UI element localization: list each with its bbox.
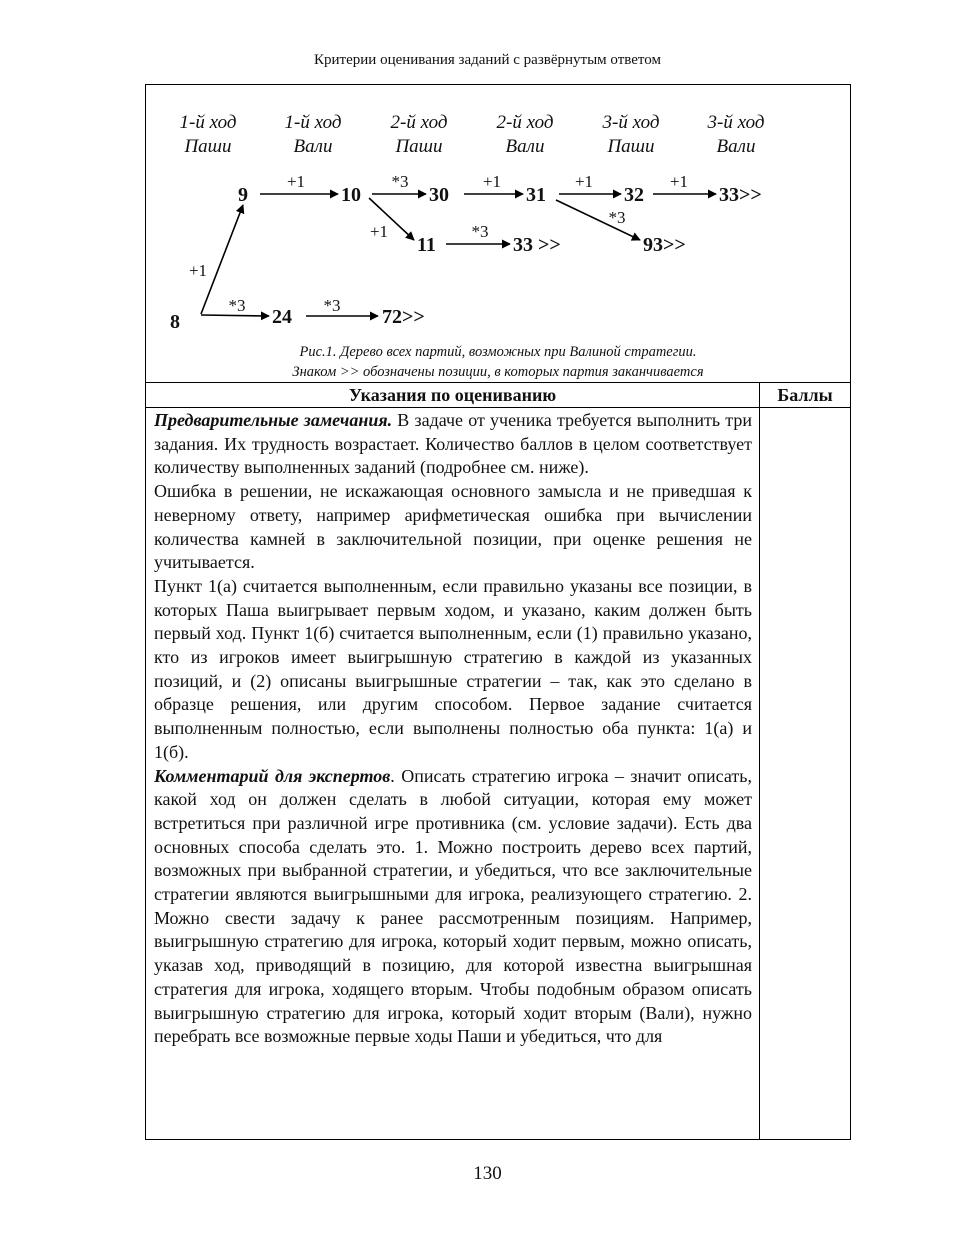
move-header-4-line2: Вали [505, 136, 545, 157]
paragraph-items: Пункт 1(а) считается выполненным, если правильно указаны все позиции, в которых Паша выигрывает первым ходом, и указано, каким должен быть первый ход. Пункт 1(б) считается выполненным, если (1) правильно указано, кто из игроков имеет выигрышную стратегию в каждой из указанных позиций, и (2) описаны выигрышные стратегии – так, как это сделано в образце решения, или другим способом. Первое задание считается выполненным полностью, если выполнены полностью оба пункта: 1(а) и 1(б). [154, 575, 752, 762]
node-33-mid: 33 >> [513, 234, 561, 256]
edge-label-24-72: *3 [323, 296, 341, 315]
node-30: 30 [429, 184, 449, 206]
node-33-top: 33>> [719, 184, 762, 206]
edge-label-31-93: *3 [608, 208, 626, 227]
game-tree-figure [146, 85, 850, 383]
node-31: 31 [526, 184, 546, 206]
node-11: 11 [417, 234, 436, 256]
edge-label-31-32: +1 [574, 172, 594, 191]
move-header-4-line1: 2-й ход [496, 112, 554, 133]
column-header-guidelines: Указания по оцениванию [348, 385, 557, 405]
edge-31-93 [556, 200, 640, 240]
paragraph-errors: Ошибка в решении, не искажающая основного замысла и не приведшая к неверному ответу, например арифметическая ошибка при вычислении количества камней в заключительной позиции, при оценке решения не учитывается. [154, 481, 752, 573]
running-head: Критерии оценивания заданий с развёрнутым ответом [314, 52, 661, 68]
guidelines-cell [154, 409, 752, 1049]
move-header-3-line1: 2-й ход [390, 112, 448, 133]
node-32: 32 [624, 184, 644, 206]
move-header-3-line2: Паши [395, 136, 443, 157]
paragraph-expert-comment-lead: Комментарий для экспертов [154, 765, 391, 786]
table-column-divider [759, 382, 760, 1139]
node-9: 9 [238, 184, 248, 206]
paragraph-preliminary-text: В задаче от ученика требуется выполнить три задания. Их трудность возрастает. Количество баллов в целом соответствует количеству выполненных заданий (подробнее см. ниже). [154, 410, 752, 478]
game-tree-diagram [146, 85, 850, 383]
move-header-5-line1: 3-й ход [602, 112, 660, 133]
edge-label-8-24: *3 [228, 296, 246, 315]
move-header-5-line2: Паши [607, 136, 655, 157]
paragraph-expert-comment-text: . Описать стратегию игрока – значит описать, какой ход он должен сделать в любой ситуации, которая ему может встретиться при различной игре противника (см. условие задачи). Есть два основных способа сделать это. 1. Можно построить дерево всех партий, возможных при выбранной стратегии, и убедиться, что все заключительные стратегии являются выигрышными для игрока, реализующего стратегию. 2. Можно свести задачу к ранее рассмотренным позициям. Например, выигрышную стратегию для игрока, который ходит первым, можно описать, указав ход, приводящий в позицию, для которой известна выигрышная стратегия для игрока, ходящего вторым. Чтобы подобным образом описать выигрышную стратегию для игрока, который ходит вторым (Вали), нужно перебрать все возможные первые ходы Паши и убедиться, что для [154, 765, 752, 1047]
edge-label-32-33: +1 [669, 172, 689, 191]
edge-label-8-9: +1 [188, 261, 208, 280]
paragraph-preliminary [154, 409, 752, 480]
node-24: 24 [272, 306, 292, 328]
move-header-2-line2: Вали [293, 136, 333, 157]
edge-label-10-11: +1 [369, 222, 389, 241]
move-header-1-line2: Паши [184, 136, 232, 157]
edge-label-30-31: +1 [482, 172, 502, 191]
edge-label-10-30: *3 [391, 172, 409, 191]
column-header-points: Баллы [777, 385, 833, 405]
node-93: 93>> [643, 234, 686, 256]
edge-8-24 [201, 315, 269, 316]
paragraph-preliminary-lead: Предварительные замечания. [154, 410, 393, 430]
table-divider-header [146, 407, 850, 408]
edge-label-9-10: +1 [286, 172, 306, 191]
figure-caption-line-2: Знаком >> обозначены позиции, в которых партия заканчивается [292, 364, 704, 380]
paragraph-expert-comment [154, 765, 752, 1049]
criteria-table [145, 84, 851, 1140]
node-10: 10 [341, 184, 361, 206]
edge-label-11-33: *3 [471, 222, 489, 241]
move-header-1-line1: 1-й ход [179, 112, 237, 133]
figure-caption-line-1: Рис.1. Дерево всех партий, возможных при Валиной стратегии. [299, 344, 697, 360]
page-number: 130 [473, 1163, 502, 1184]
move-header-6-line2: Вали [716, 136, 756, 157]
move-header-2-line1: 1-й ход [284, 112, 342, 133]
node-8: 8 [170, 311, 180, 333]
move-header-6-line1: 3-й ход [707, 112, 765, 133]
node-72: 72>> [382, 306, 425, 328]
